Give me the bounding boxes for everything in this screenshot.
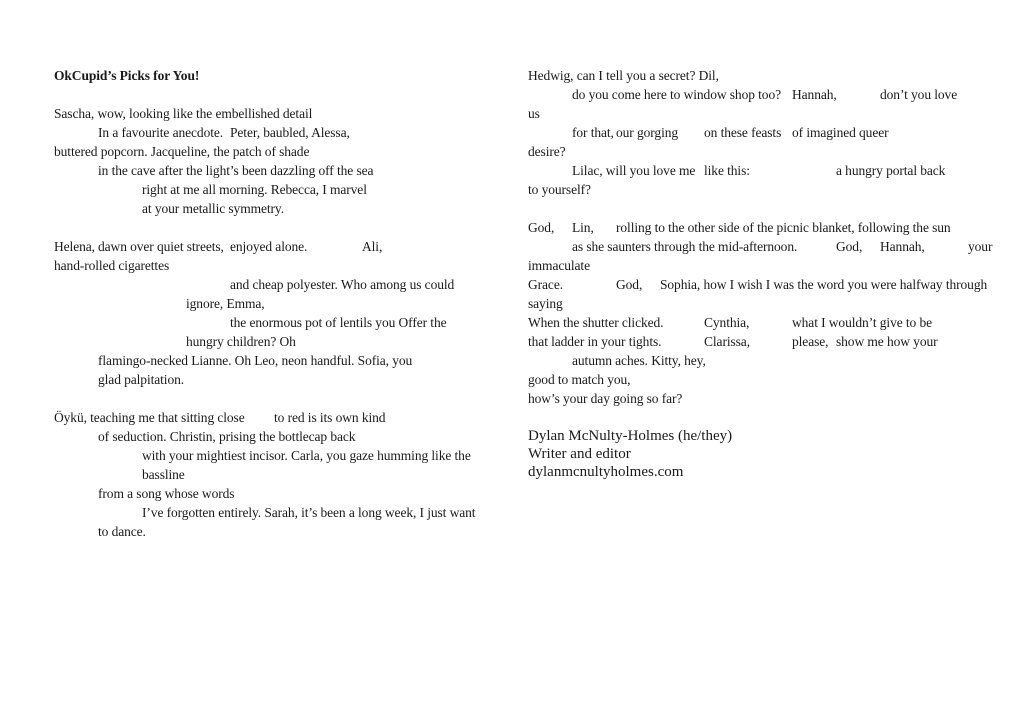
poem-line: flamingo-necked Lianne. Oh Leo, neon handful. Sofia, you	[54, 353, 413, 368]
poem-line: and cheap polyester. Who among us could	[54, 277, 455, 292]
poem-line: When the shutter clicked. Cynthia, what I wouldn’t give to be	[528, 315, 933, 330]
author-name: Dylan McNulty-Holmes (he/they)	[528, 428, 733, 444]
poem-line: bassline	[54, 467, 185, 482]
poem-line: buttered popcorn. Jacqueline, the patch of shade	[54, 144, 310, 159]
poem-line: to yourself?	[528, 182, 591, 197]
poem-line: good to match you,	[528, 372, 631, 387]
poem-line: hand-rolled cigarettes	[54, 258, 170, 273]
author-website: dylanmcnultyholmes.com	[528, 464, 684, 480]
right-column	[528, 66, 992, 481]
poem-line: immaculate	[528, 258, 590, 273]
poem-line: glad palpitation.	[54, 372, 185, 387]
poem-line: as she saunters through the mid-afternoon. God, Hannah, your	[528, 239, 993, 254]
poem-line: that ladder in your tights. Clarissa, please, show me how your	[528, 334, 938, 349]
stanza-4	[528, 66, 992, 199]
poem-line: how’s your day going so far?	[528, 391, 683, 406]
stanza-3	[54, 408, 475, 541]
poem-line: from a song whose words	[54, 486, 235, 501]
poem-line: Öykü, teaching me that sitting close to red is its own kind	[54, 410, 386, 425]
poem-line: of seduction. Christin, prising the bottlecap back	[54, 429, 356, 444]
poem-line: do you come here to window shop too? Hannah, don’t you love	[528, 87, 958, 102]
poem-line: at your metallic symmetry.	[54, 201, 284, 216]
signature-block	[528, 427, 992, 481]
poem-line: with your mightiest incisor. Carla, you gaze humming like the	[54, 448, 471, 463]
poem-line: for that, our gorging on these feasts of imagined queer	[528, 125, 889, 140]
poem-line: desire?	[528, 144, 566, 159]
poem-line: Lilac, will you love me like this: a hungry portal back	[528, 163, 946, 178]
poem-line: to dance.	[54, 524, 146, 539]
poem-line: Helena, dawn over quiet streets, enjoyed alone. Ali,	[54, 239, 383, 254]
poem-line: Grace. God, Sophia, how I wish I was the word you were halfway through	[528, 277, 988, 292]
poem-line: God, Lin, rolling to the other side of the picnic blanket, following the sun	[528, 220, 951, 235]
stanza-2	[54, 237, 475, 389]
poem-line: hungry children? Oh	[54, 334, 296, 349]
left-column	[54, 66, 475, 560]
poem-line: In a favourite anecdote. Peter, baubled, Alessa,	[54, 125, 350, 140]
poem-line: autumn aches. Kitty, hey,	[528, 353, 706, 368]
poem-line: the enormous pot of lentils you Offer the	[54, 315, 447, 330]
poem-line: ignore, Emma,	[54, 296, 265, 311]
poem-line: I’ve forgotten entirely. Sarah, it’s been a long week, I just want	[54, 505, 476, 520]
poem-line: right at me all morning. Rebecca, I marvel	[54, 182, 367, 197]
author-role: Writer and editor	[528, 446, 631, 462]
poem-line: in the cave after the light’s been dazzling off the sea	[54, 163, 374, 178]
poem-line: Sascha, wow, looking like the embellished detail	[54, 106, 313, 121]
poem-line: Hedwig, can I tell you a secret? Dil,	[528, 68, 719, 83]
stanza-1	[54, 104, 475, 218]
stanza-5	[528, 218, 992, 408]
poem-title: OkCupid’s Picks for You!	[54, 68, 200, 83]
poem-line: saying	[528, 296, 563, 311]
poem-line: us	[528, 106, 540, 121]
